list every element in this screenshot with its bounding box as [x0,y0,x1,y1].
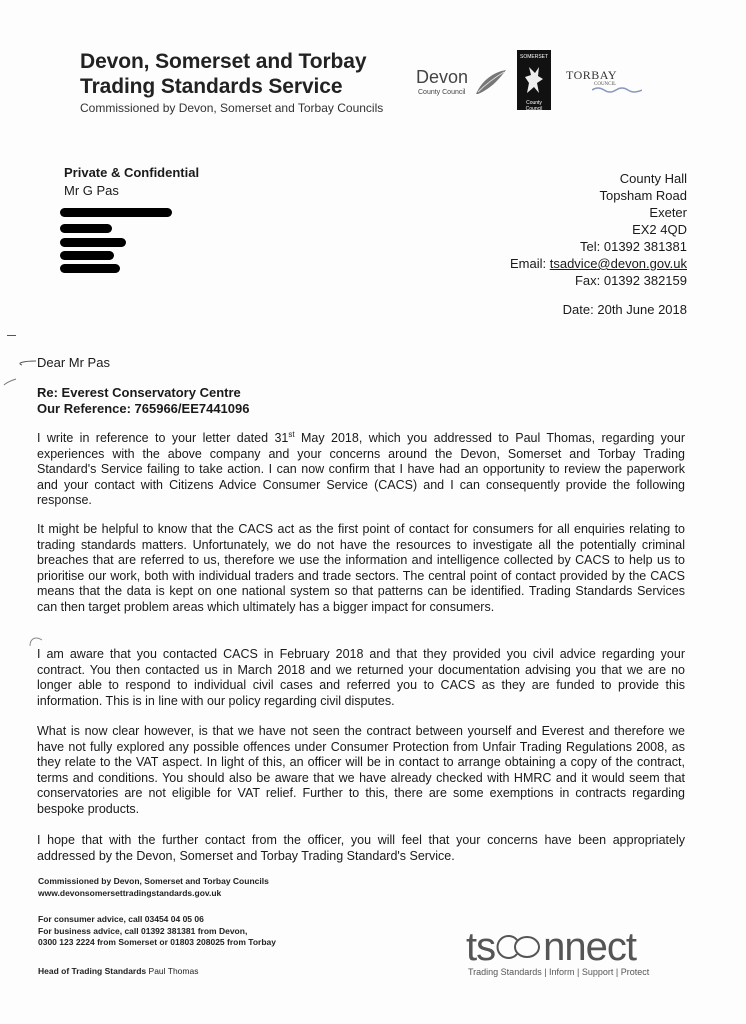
somerset-county-council-logo [517,50,551,110]
address-line: Topsham Road [599,188,687,203]
wyvern-icon [523,63,545,97]
devon-logo-sub: County Council [418,89,466,96]
head-of-trading-standards [38,966,198,978]
redaction-bar [60,208,172,217]
subject-block [37,385,249,417]
private-confidential-label: Private & Confidential [64,165,200,180]
tsconnect-wordmark [466,925,636,969]
business-advice-line: For business advice, call 01392 381381 from Devon, [38,925,248,936]
sender-address [510,170,687,289]
redaction-bar [60,264,120,273]
address-line: County Hall [619,171,687,186]
margin-mark [7,335,16,336]
head-label: Head of Trading Standards [38,966,149,976]
address-line: Exeter [649,205,687,220]
somerset-logo-sub: County Council [525,100,543,112]
footer-commissioned [38,876,269,899]
torbay-council-logo [566,68,642,98]
paragraph-text: I write in reference to your letter dated 31 [37,431,289,445]
organisation-name-line2: Trading Standards Service [80,75,343,98]
linked-rings-icon [495,932,543,962]
reference-line: Our Reference: 765966/EE7441096 [37,401,250,416]
torbay-logo-name: TORBAY [566,68,618,82]
subject-line: Re: Everest Conservatory Centre [37,385,241,400]
tsconnect-logo [466,925,686,980]
redaction-bar [60,224,112,233]
business-advice-line: 0300 123 2224 from Somerset or 01803 208025 from Torbay [38,937,276,947]
telephone: Tel: 01392 381381 [580,239,687,254]
footer-website[interactable]: www.devonsomersettradingstandards.gov.uk [38,887,222,898]
salutation: Dear Mr Pas [37,355,110,370]
redaction-bar [60,238,126,247]
body-paragraph: It might be helpful to know that the CACS act as the first point of contact for consumers for all enquiries relating to trading standards matters. Unfortunately, we do not have the resources to investigate all the potentially criminal breaches that are referred to us, therefore we use the information and intelligence collected by CACS to help us to prioritise our work, both with individual traders and trade sectors. The central point of contact provided by the CACS means that the data is kept on one national system so that patterns can be identified. Trading Standards Services can then target problem areas which ultimately has a bigger impact for consumers. [37,522,685,614]
head-name: Paul Thomas [148,966,199,976]
paragraph-text: May 2018, which you addressed to Paul Thomas, regarding your experiences with the above company and your concerns around the Devon, Somerset and Torbay Trading Standard's Service failing to take action. I can now confirm that I have had an opportunity to review the paperwork and your contact with Citizens Advice Consumer Service (CACS) and I can consequently provide the following response. [37,431,685,508]
leaf-icon [474,68,508,96]
pen-mark [28,634,46,648]
body-paragraph: I am aware that you contacted CACS in February 2018 and that they provided you civil advice regarding your contract. You then contacted us in March 2018 and we returned your documentation advising you that we are no longer able to respond to individual civil cases and referred you to CACS as they are funded to provide this information. This is in line with our policy regarding civil disputes. [37,647,685,708]
organisation-name [80,49,366,99]
letter-date: Date: 20th June 2018 [562,302,687,317]
email-link[interactable]: tsadvice@devon.gov.uk [549,256,687,271]
torbay-logo-sub: COUNCIL [594,82,617,87]
consumer-advice-line: For consumer advice, call 03454 04 05 06 [38,914,204,924]
email-row [510,255,687,272]
recipient-name: Mr G Pas [64,183,119,198]
email-label: Email: [510,256,550,271]
devon-county-council-logo [416,67,512,101]
wave-icon [592,86,642,94]
body-paragraph [37,431,685,509]
footer-contacts [38,914,276,949]
ordinal-suffix: st [288,429,295,439]
redaction-bar [60,251,114,260]
body-paragraph: What is now clear however, is that we have not seen the contract between yourself and Everest and therefore we have not fully explored any possible offences under Consumer Protection from Unfair Trading Regulations 2008, as they relate to the VAT aspect. In light of this, an officer will be in contact to arrange obtaining a copy of the contract, terms and conditions. You should also be aware that we have already checked with HMRC and it would seem that conservatories are not eligible for VAT relief. Further to this, there are some exemptions in contracts regarding bespoke products. [37,724,685,816]
fax: Fax: 01392 382159 [574,273,687,288]
pen-mark [2,355,38,395]
commissioned-by-text: Commissioned by Devon, Somerset and Torbay Councils [80,101,384,115]
footer-commissioned-text: Commissioned by Devon, Somerset and Torbay Councils [38,876,269,886]
address-postcode: EX2 4QD [632,222,687,237]
somerset-logo-name: SOMERSET [520,54,549,60]
tsconnect-tagline: Trading Standards | Inform | Support | Protect [468,967,650,977]
organisation-name-line1: Devon, Somerset and Torbay [80,50,367,73]
devon-logo-name: Devon [416,67,469,87]
tsconnect-ts: ts [466,925,496,969]
body-paragraph: I hope that with the further contact from the officer, you will feel that your concerns have been appropriately addressed by the Devon, Somerset and Torbay Trading Standard's Service. [37,833,685,863]
tsconnect-rest: nnect [543,925,636,969]
